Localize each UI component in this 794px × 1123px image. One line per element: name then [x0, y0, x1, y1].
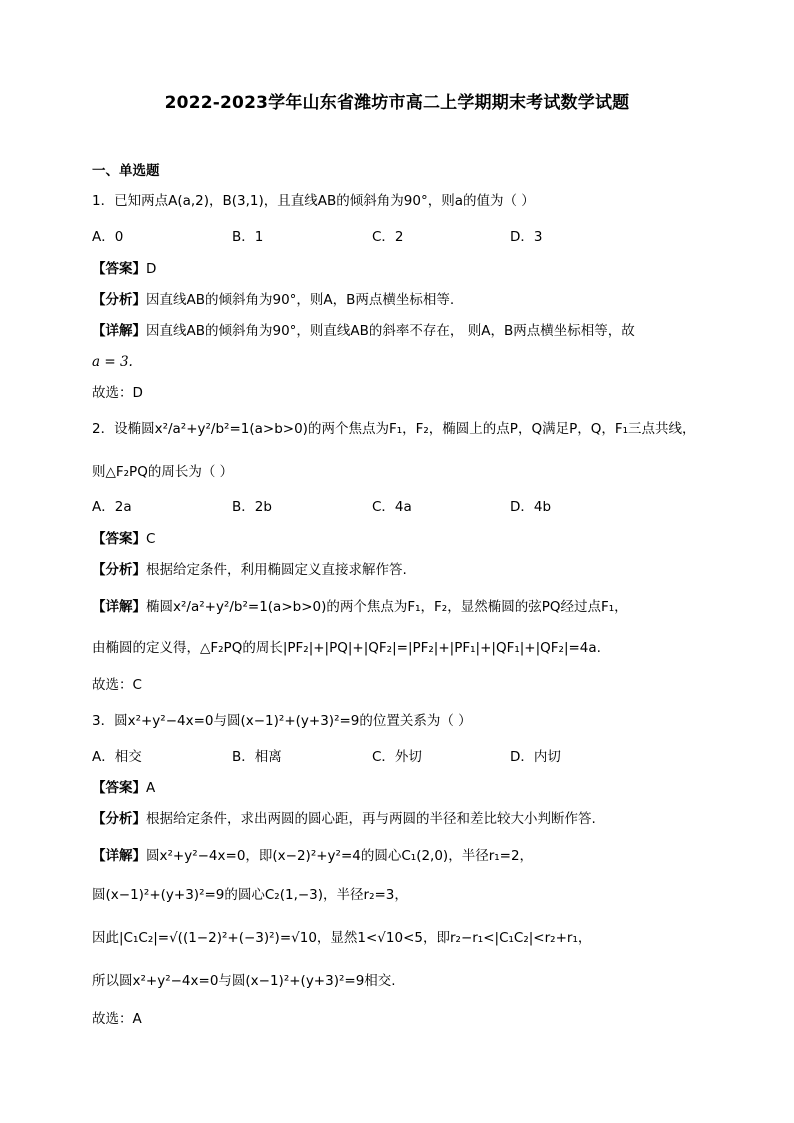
q3-detail-line-4: 所以圆x²+y²−4x=0与圆(x−1)²+(y+3)²=9相交.	[92, 973, 396, 989]
q2-option-b: B．2b	[232, 499, 272, 515]
q1-option-c: C．2	[372, 229, 404, 245]
question-2-stem: 2．设椭圆x²/a²+y²/b²=1(a>b>0)的两个焦点为F₁，F₂，椭圆上的点P，Q满足P，Q，F₁三点共线，	[92, 421, 696, 437]
q3-option-c: C．外切	[372, 749, 422, 765]
section-heading: 一、单选题	[92, 163, 160, 179]
q1-analysis: 【分析】因直线AB的倾斜角为90°，则A，B两点横坐标相等.	[92, 292, 455, 308]
q1-option-d: D．3	[510, 229, 543, 245]
question-2-stem-cont: 则△F₂PQ的周长为（ ）	[92, 464, 234, 480]
q3-detail: 【详解】圆x²+y²−4x=0，即(x−2)²+y²=4的圆心C₁(2,0)，半径r₁=2，	[92, 848, 534, 864]
q1-answer: 【答案】D	[92, 261, 157, 277]
q2-answer: 【答案】C	[92, 531, 156, 547]
q3-answer: 【答案】A	[92, 780, 156, 796]
q3-detail-line-2: 圆(x−1)²+(y+3)²=9的圆心C₂(1,−3)，半径r₂=3，	[92, 887, 408, 903]
q3-detail-line-3: 因此|C₁C₂|=√((1−2)²+(−3)²)=√10，显然1<√10<5，即r₂−r₁<|C₁C₂|<r₂+r₁，	[92, 930, 592, 946]
q3-option-b: B．相离	[232, 749, 282, 765]
q2-analysis: 【分析】根据给定条件，利用椭圆定义直接求解作答.	[92, 562, 407, 578]
q2-option-c: C．4a	[372, 499, 412, 515]
question-3-stem: 3．圆x²+y²−4x=0与圆(x−1)²+(y+3)²=9的位置关系为（ ）	[92, 713, 472, 729]
q3-option-d: D．内切	[510, 749, 561, 765]
q3-choice: 故选：A	[92, 1011, 142, 1027]
q1-detail: 【详解】因直线AB的倾斜角为90°，则直线AB的斜率不存在， 则A，B两点横坐标相等，故	[92, 323, 635, 339]
q2-detail: 【详解】椭圆x²/a²+y²/b²=1(a>b>0)的两个焦点为F₁，F₂，显然椭圆的弦PQ经过点F₁，	[92, 599, 628, 615]
q3-option-a: A．相交	[92, 749, 142, 765]
q2-choice: 故选：C	[92, 677, 142, 693]
question-1-stem: 1．已知两点A(a,2)，B(3,1)，且直线AB的倾斜角为90°，则a的值为（ ）	[92, 193, 535, 209]
q2-detail-cont: 由椭圆的定义得，△F₂PQ的周长|PF₂|+|PQ|+|QF₂|=|PF₂|+|PF₁|+|QF₁|+|QF₂|=4a.	[92, 640, 601, 656]
q1-detail-cont: a = 3.	[92, 354, 133, 370]
q1-choice: 故选：D	[92, 385, 143, 401]
q3-analysis: 【分析】根据给定条件，求出两圆的圆心距，再与两圆的半径和差比较大小判断作答.	[92, 811, 596, 827]
page-title: 2022-2023学年山东省潍坊市高二上学期期末考试数学试题	[164, 93, 630, 113]
q2-option-d: D．4b	[510, 499, 552, 515]
q1-option-a: A．0	[92, 229, 124, 245]
q2-option-a: A．2a	[92, 499, 132, 515]
q1-option-b: B．1	[232, 229, 264, 245]
